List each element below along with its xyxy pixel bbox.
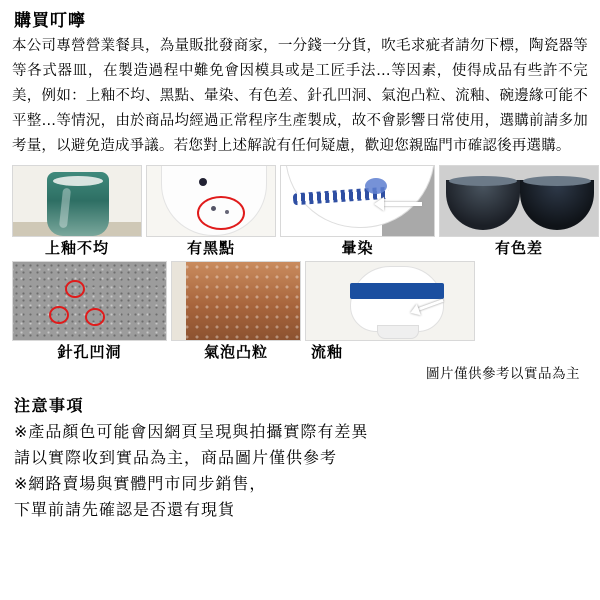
defect-caption: 氣泡凸粒 — [203, 343, 268, 361]
blue-pattern-bowl-photo — [280, 165, 435, 237]
defect-item-bleeding — [280, 165, 435, 257]
white-bowl-black-spot-photo — [146, 165, 276, 237]
notice-line: 請以實際收到實品為主，商品圖片僅供參考 — [14, 448, 338, 467]
notice-line: ※產品顏色可能會因網頁呈現與拍攝實際有差異 — [14, 422, 369, 441]
image-disclaimer: 圖片僅供參考以實品為主 — [426, 366, 580, 382]
defect-caption: 流釉 — [311, 343, 344, 361]
defect-item-black-spot — [146, 165, 276, 257]
blue-white-bowl-glaze-flow-photo — [305, 261, 475, 341]
two-dark-bowls-photo — [439, 165, 599, 237]
arrow-icon — [380, 202, 422, 206]
defect-item-uneven-glaze — [12, 165, 142, 257]
brown-glaze-bubble-photo — [171, 261, 301, 341]
body-paragraph: 本公司專營營業餐具，為量販批發商家，一分錢一分貨，吹毛求疵者請勿下標，陶瓷器等等各式器皿，在製造過程中難免會因模具或是工匠手法…等因素，使得成品有些許不完美，例如：上釉不均、黑點、暈染、有色差、針孔凹洞、氣泡凸粒、流釉、碗邊緣可能不平整…等情況，由於商品均經過正常程序生產製成，故不會影響日常使用，選購前請多加考量，以避免造成爭議。若您對上述解說有任何疑慮，歡迎您親臨門市確認後再選購。 — [12, 38, 588, 154]
defect-caption: 有黑點 — [186, 239, 235, 257]
defect-item-bubble — [171, 261, 301, 361]
defect-caption: 針孔凹洞 — [57, 343, 122, 361]
green-glazed-cup-photo — [12, 165, 142, 237]
notice-block — [14, 393, 590, 523]
defect-photo-row-1 — [12, 165, 590, 257]
defect-caption: 有色差 — [494, 239, 543, 257]
red-marker-circle — [65, 280, 85, 298]
defect-caption: 暈染 — [341, 239, 374, 257]
page-title: 購買叮嚀 — [14, 11, 86, 31]
red-marker-circle — [85, 308, 105, 326]
notice-title: 注意事項 — [14, 396, 85, 415]
defect-item-color-difference — [439, 165, 599, 257]
red-marker-circle — [197, 196, 245, 230]
notice-line: ※網路賣場與實體門市同步銷售， — [14, 474, 267, 493]
defect-item-pinhole — [12, 261, 167, 361]
notice-line: 下單前請先確認是否還有現貨 — [14, 500, 236, 519]
red-marker-circle — [49, 306, 69, 324]
speckled-surface-pinhole-photo — [12, 261, 167, 341]
defect-item-glaze-flow — [305, 261, 475, 361]
defect-caption: 上釉不均 — [44, 239, 109, 257]
defect-photo-row-2 — [12, 261, 590, 361]
